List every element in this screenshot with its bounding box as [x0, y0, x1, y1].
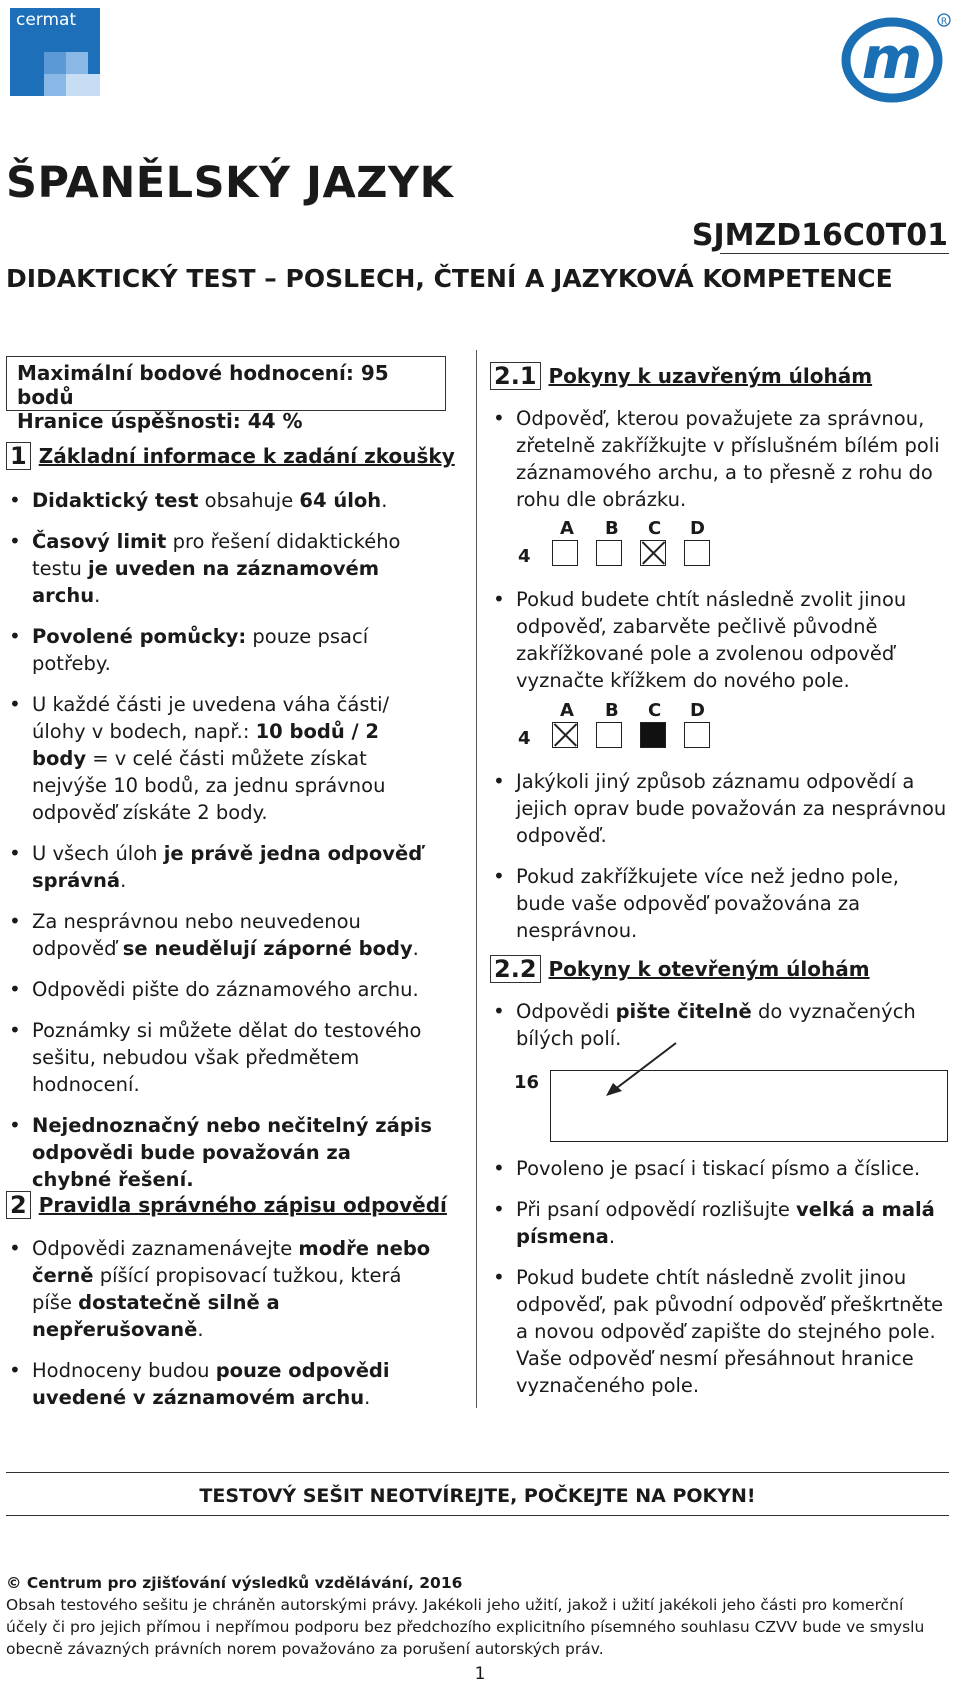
test-code: SJMZD16C0T01 — [691, 218, 948, 253]
answer-cell — [596, 540, 622, 566]
column-divider — [476, 350, 477, 1408]
list-item: • Jakýkoli jiný způsob záznamu odpovědí a jejich oprav bude považován za nesprávnou odpověď. — [490, 768, 950, 849]
wait-notice: TESTOVÝ SEŠIT NEOTVÍREJTE, POČKEJTE NA POKYN! — [199, 1485, 756, 1507]
answer-cell-filled — [640, 722, 666, 748]
list-item: • Pokud budete chtít následně zvolit jinou odpověď, zabarvěte pečlivě původně zakřížkované pole a zvolenou odpověď vyznačte křížkem do nového pole. — [490, 586, 950, 694]
list-item: • Odpověď, kterou považujete za správnou, zřetelně zakřížkujte v příslušném bílém poli záznamového archu, a to přesně z rohu do rohu dle obrázku. — [490, 405, 950, 513]
answer-cell — [684, 540, 710, 566]
section-2-2-list-b — [490, 1155, 950, 1413]
arrow-icon — [600, 1040, 680, 1100]
cermat-logo-text: cermat — [16, 10, 77, 30]
answer-grid-example-2: A B C D 4 — [518, 700, 738, 760]
section-2-title: Pravidla správného zápisu odpovědí — [38, 1193, 447, 1217]
page-subtitle: DIDAKTICKÝ TEST – POSLECH, ČTENÍ A JAZYKOVÁ KOMPETENCE — [6, 264, 893, 293]
list-item: • Za nesprávnou nebo neuvedenou odpověď se neudělují záporné body. — [6, 908, 436, 962]
list-item: • Odpovědi zaznamenávejte modře nebo černě píšící propisovací tužkou, která píše dostatečně silně a nepřerušovaně. — [6, 1235, 436, 1343]
footer-rule-bottom — [6, 1515, 949, 1516]
svg-text:m: m — [861, 24, 923, 92]
list-item: • Odpovědi pište čitelně do vyznačených bílých polí. — [490, 998, 950, 1052]
cermat-logo — [10, 8, 100, 96]
answer-cell-crossed — [640, 540, 666, 566]
page-number: 1 — [474, 1664, 486, 1684]
list-item: • Časový limit pro řešení didaktického testu je uveden na záznamovém archu. — [6, 528, 436, 609]
section-2-heading — [6, 1191, 447, 1219]
section-2-1-list-c — [490, 768, 950, 958]
list-item: • Nejednoznačný nebo nečitelný zápis odpovědi bude považován za chybné řešení. — [6, 1112, 436, 1193]
list-item: • Didaktický test obsahuje 64 úloh. — [6, 487, 436, 514]
section-1-number: 1 — [6, 442, 31, 470]
score-box — [6, 356, 446, 433]
section-2-number: 2 — [6, 1191, 31, 1219]
page-title: ŠPANĚLSKÝ JAZYK — [6, 158, 454, 208]
list-item: • U každé části je uvedena váha části/úlohy v bodech, např.: 10 bodů / 2 body = v celé části můžete získat nejvýše 10 bodů, za jednu správnou odpověď získáte 2 body. — [6, 691, 436, 826]
section-2-1-title: Pokyny k uzavřeným úlohám — [548, 364, 873, 388]
copyright: © Centrum pro zjišťování výsledků vzdělávání, 2016 — [6, 1574, 463, 1592]
answer-cell-crossed — [552, 722, 578, 748]
pass-threshold: Hranice úspěšnosti: 44 % — [17, 409, 303, 433]
answer-grid-example-1: A B C D 4 — [518, 518, 738, 578]
list-item: • Povolené pomůcky: pouze psací potřeby. — [6, 623, 436, 677]
section-2-1-list-a — [490, 405, 950, 527]
list-item: • Poznámky si můžete dělat do testového sešitu, nebudou však předmětem hodnocení. — [6, 1017, 436, 1098]
answer-cell — [552, 540, 578, 566]
open-answer-row-number: 16 — [514, 1072, 540, 1093]
answer-cell — [684, 722, 710, 748]
m-logo-icon — [840, 8, 952, 104]
section-2-2-number: 2.2 — [490, 955, 541, 983]
section-2-1-number: 2.1 — [490, 362, 541, 390]
list-item: • U všech úloh je právě jedna odpověď správná. — [6, 840, 436, 894]
answer-cell — [596, 722, 622, 748]
code-underline — [720, 253, 949, 254]
section-1-title: Základní informace k zadání zkoušky — [38, 444, 455, 468]
section-2-2-heading — [490, 955, 870, 983]
list-item: • Při psaní odpovědí rozlišujte velká a malá písmena. — [490, 1196, 950, 1250]
section-2-2-list-a — [490, 998, 950, 1066]
section-2-list — [6, 1235, 436, 1425]
list-item: • Hodnoceny budou pouze odpovědi uvedené v záznamovém archu. — [6, 1357, 436, 1411]
max-score: Maximální bodové hodnocení: 95 bodů — [17, 361, 389, 409]
svg-text:R: R — [940, 17, 948, 27]
footer-rule-top — [6, 1472, 949, 1473]
section-1-heading — [6, 442, 455, 470]
section-2-2-title: Pokyny k otevřeným úlohám — [548, 957, 870, 981]
section-2-1-heading — [490, 362, 872, 390]
section-2-1-list-b — [490, 586, 950, 708]
list-item: • Povoleno je psací i tiskací písmo a číslice. — [490, 1155, 950, 1182]
list-item: • Pokud budete chtít následně zvolit jinou odpověď, pak původní odpověď přeškrtněte a novou odpověď zapište do stejného pole. Vaše odpověď nesmí přesáhnout hranice vyznačeného pole. — [490, 1264, 950, 1399]
legal-notice: Obsah testového sešitu je chráněn autorskými právy. Jakékoli jeho užití, jakož i užití jakékoli jeho části pro komerční účely či pro jejich přímou i nepřímou podporu bez předchozího explicitního písemného souhlasu CZVV bude ve smyslu obecně závazných právních norem považováno za porušení autorských práv. — [6, 1596, 925, 1658]
section-1-list — [6, 487, 436, 1207]
list-item: • Odpovědi pište do záznamového archu. — [6, 976, 436, 1003]
list-item: • Pokud zakřížkujete více než jedno pole, bude vaše odpověď považována za nesprávnou. — [490, 863, 950, 944]
